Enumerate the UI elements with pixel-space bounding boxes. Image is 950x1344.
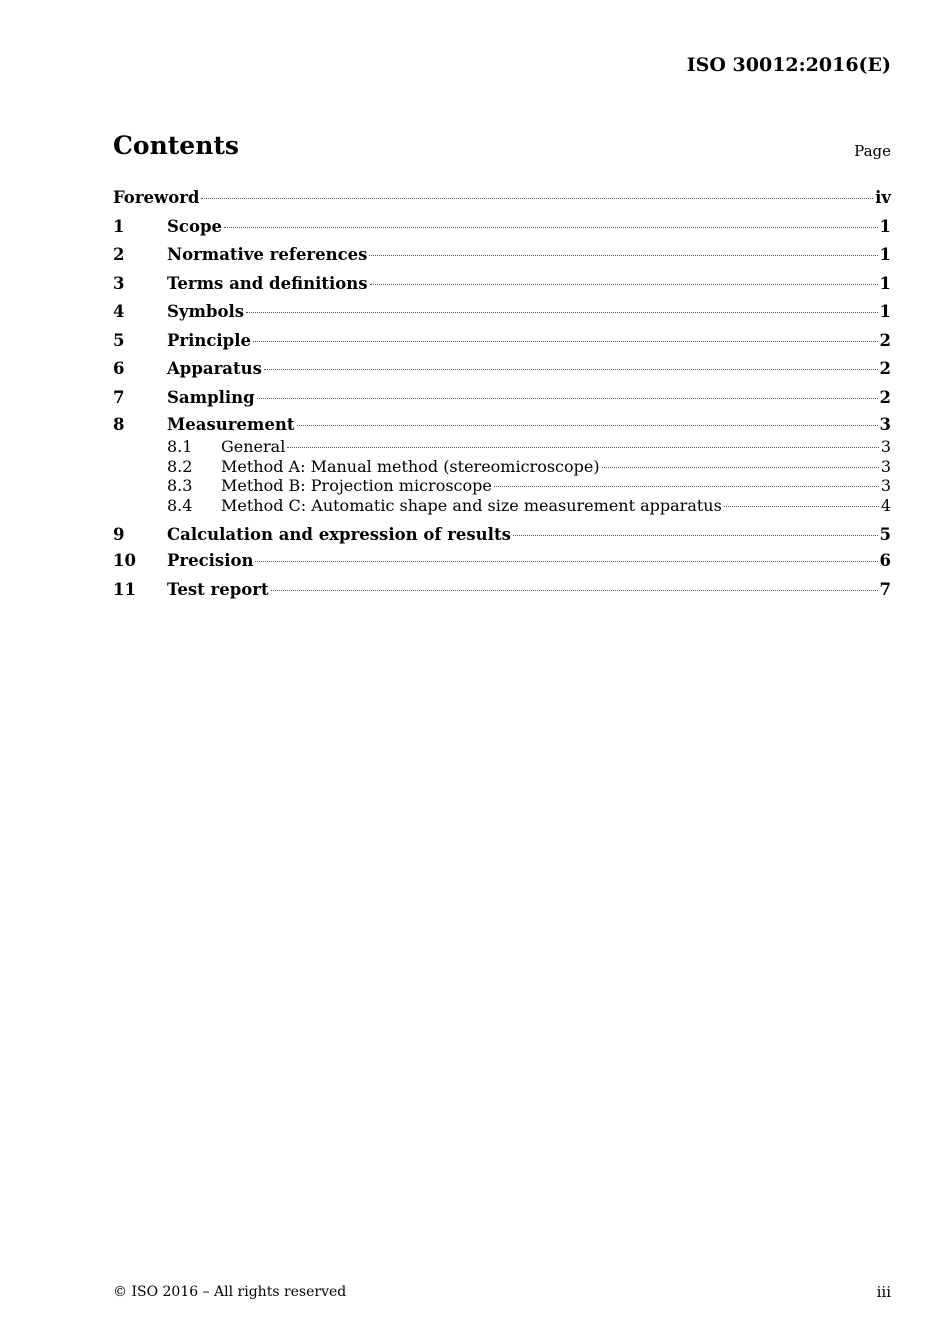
toc-entry-number: 2: [113, 245, 125, 264]
leader-dots: [297, 425, 878, 426]
leader-dots: [513, 535, 878, 536]
toc-entry-8-4[interactable]: [113, 496, 891, 516]
contents-title: Contents: [113, 131, 240, 160]
toc-entry-number: 8.4: [167, 495, 193, 515]
toc-entry-5[interactable]: [113, 327, 891, 356]
leader-dots: [602, 467, 879, 468]
toc-entry-page: 1: [879, 273, 891, 293]
toc-entry-page: 3: [880, 476, 891, 495]
toc-entry-title: Calculation and expression of results: [167, 525, 511, 544]
toc-entry-page: 1: [879, 216, 891, 236]
toc-entry-2[interactable]: [113, 241, 891, 270]
leader-dots: [264, 369, 878, 370]
toc-entry-number: 6: [113, 359, 125, 378]
toc-entry-title: Symbols: [167, 302, 245, 321]
footer-copyright: © ISO 2016 – All rights reserved: [113, 1284, 347, 1300]
toc-entry-title: Normative references: [167, 245, 368, 264]
toc-entry-page: 7: [879, 579, 891, 599]
toc-entry-title: Test report: [167, 579, 269, 599]
toc-entry-8[interactable]: [113, 412, 891, 437]
page-column-label: Page: [854, 142, 891, 160]
toc-entry-page: iv: [875, 188, 891, 207]
toc-entry-title: Method A: Manual method (stereomicroscope): [221, 456, 600, 476]
toc-entry-page: 2: [879, 359, 891, 378]
toc-entry-number: 11: [113, 579, 136, 599]
toc-entry-title: Apparatus: [167, 359, 262, 378]
leader-dots: [224, 227, 878, 228]
toc-entry-1[interactable]: [113, 213, 891, 242]
toc-entry-11[interactable]: [113, 576, 891, 605]
toc-entry-3[interactable]: [113, 270, 891, 299]
leader-dots: [201, 198, 873, 199]
leader-dots: [246, 312, 877, 313]
toc-entry-number: 8.3: [167, 476, 193, 495]
toc-entry-title: Method C: Automatic shape and size measurement apparatus: [221, 495, 722, 515]
toc-entry-page: 3: [880, 437, 891, 456]
toc-entry-page: 2: [879, 387, 891, 407]
toc-entry-9[interactable]: [113, 515, 891, 547]
toc-entry-number: 4: [113, 302, 125, 321]
toc-entry-4[interactable]: [113, 298, 891, 327]
toc-entry-page: 1: [879, 302, 891, 321]
leader-dots: [369, 255, 877, 256]
toc-entry-page: 6: [879, 551, 891, 570]
toc-entry-number: 8.2: [167, 456, 193, 476]
toc-entry-title: Foreword: [113, 188, 200, 207]
leader-dots: [253, 341, 878, 342]
toc-entry-page: 4: [880, 495, 891, 515]
toc-entry-number: 8: [113, 415, 125, 434]
document-id: ISO 30012:2016(E): [686, 54, 891, 76]
toc-entry-8-3[interactable]: [113, 476, 891, 496]
toc-entry-number: 1: [113, 216, 125, 236]
toc-entry-page: 5: [879, 525, 891, 544]
toc-entry-title: Precision: [167, 551, 254, 570]
toc-entry-number: 3: [113, 273, 125, 293]
toc-entry-title: Sampling: [167, 387, 255, 407]
leader-dots: [257, 398, 878, 399]
toc-entry-title: General: [221, 437, 286, 456]
leader-dots: [370, 284, 878, 285]
toc-entry-title: Measurement: [167, 415, 295, 434]
toc-entry-title: Method B: Projection microscope: [221, 476, 492, 495]
toc-entry-8-1[interactable]: [113, 437, 891, 457]
leader-dots: [255, 561, 877, 562]
toc-entry-title: Terms and definitions: [167, 273, 368, 293]
toc-entry-7[interactable]: [113, 384, 891, 413]
leader-dots: [494, 486, 879, 487]
toc-entry-number: 5: [113, 330, 125, 350]
toc-entry-number: 8.1: [167, 437, 193, 456]
footer-page-number: iii: [876, 1283, 891, 1301]
toc-entry-page: 2: [879, 330, 891, 350]
leader-dots: [271, 590, 878, 591]
toc-entry-title: Principle: [167, 330, 251, 350]
toc-entry-page: 3: [880, 456, 891, 476]
toc-entry-6[interactable]: [113, 355, 891, 384]
toc-entry-page: 1: [879, 245, 891, 264]
toc-entry-number: 7: [113, 387, 125, 407]
toc-entry-title: Scope: [167, 216, 223, 236]
toc-entry-number: 10: [113, 551, 136, 570]
leader-dots: [724, 506, 879, 507]
toc-entry-number: 9: [113, 525, 125, 544]
table-of-contents: [113, 184, 891, 604]
toc-entry-foreword[interactable]: [113, 184, 891, 213]
toc-entry-8-2[interactable]: [113, 457, 891, 477]
toc-entry-page: 3: [879, 415, 891, 434]
leader-dots: [287, 447, 878, 448]
